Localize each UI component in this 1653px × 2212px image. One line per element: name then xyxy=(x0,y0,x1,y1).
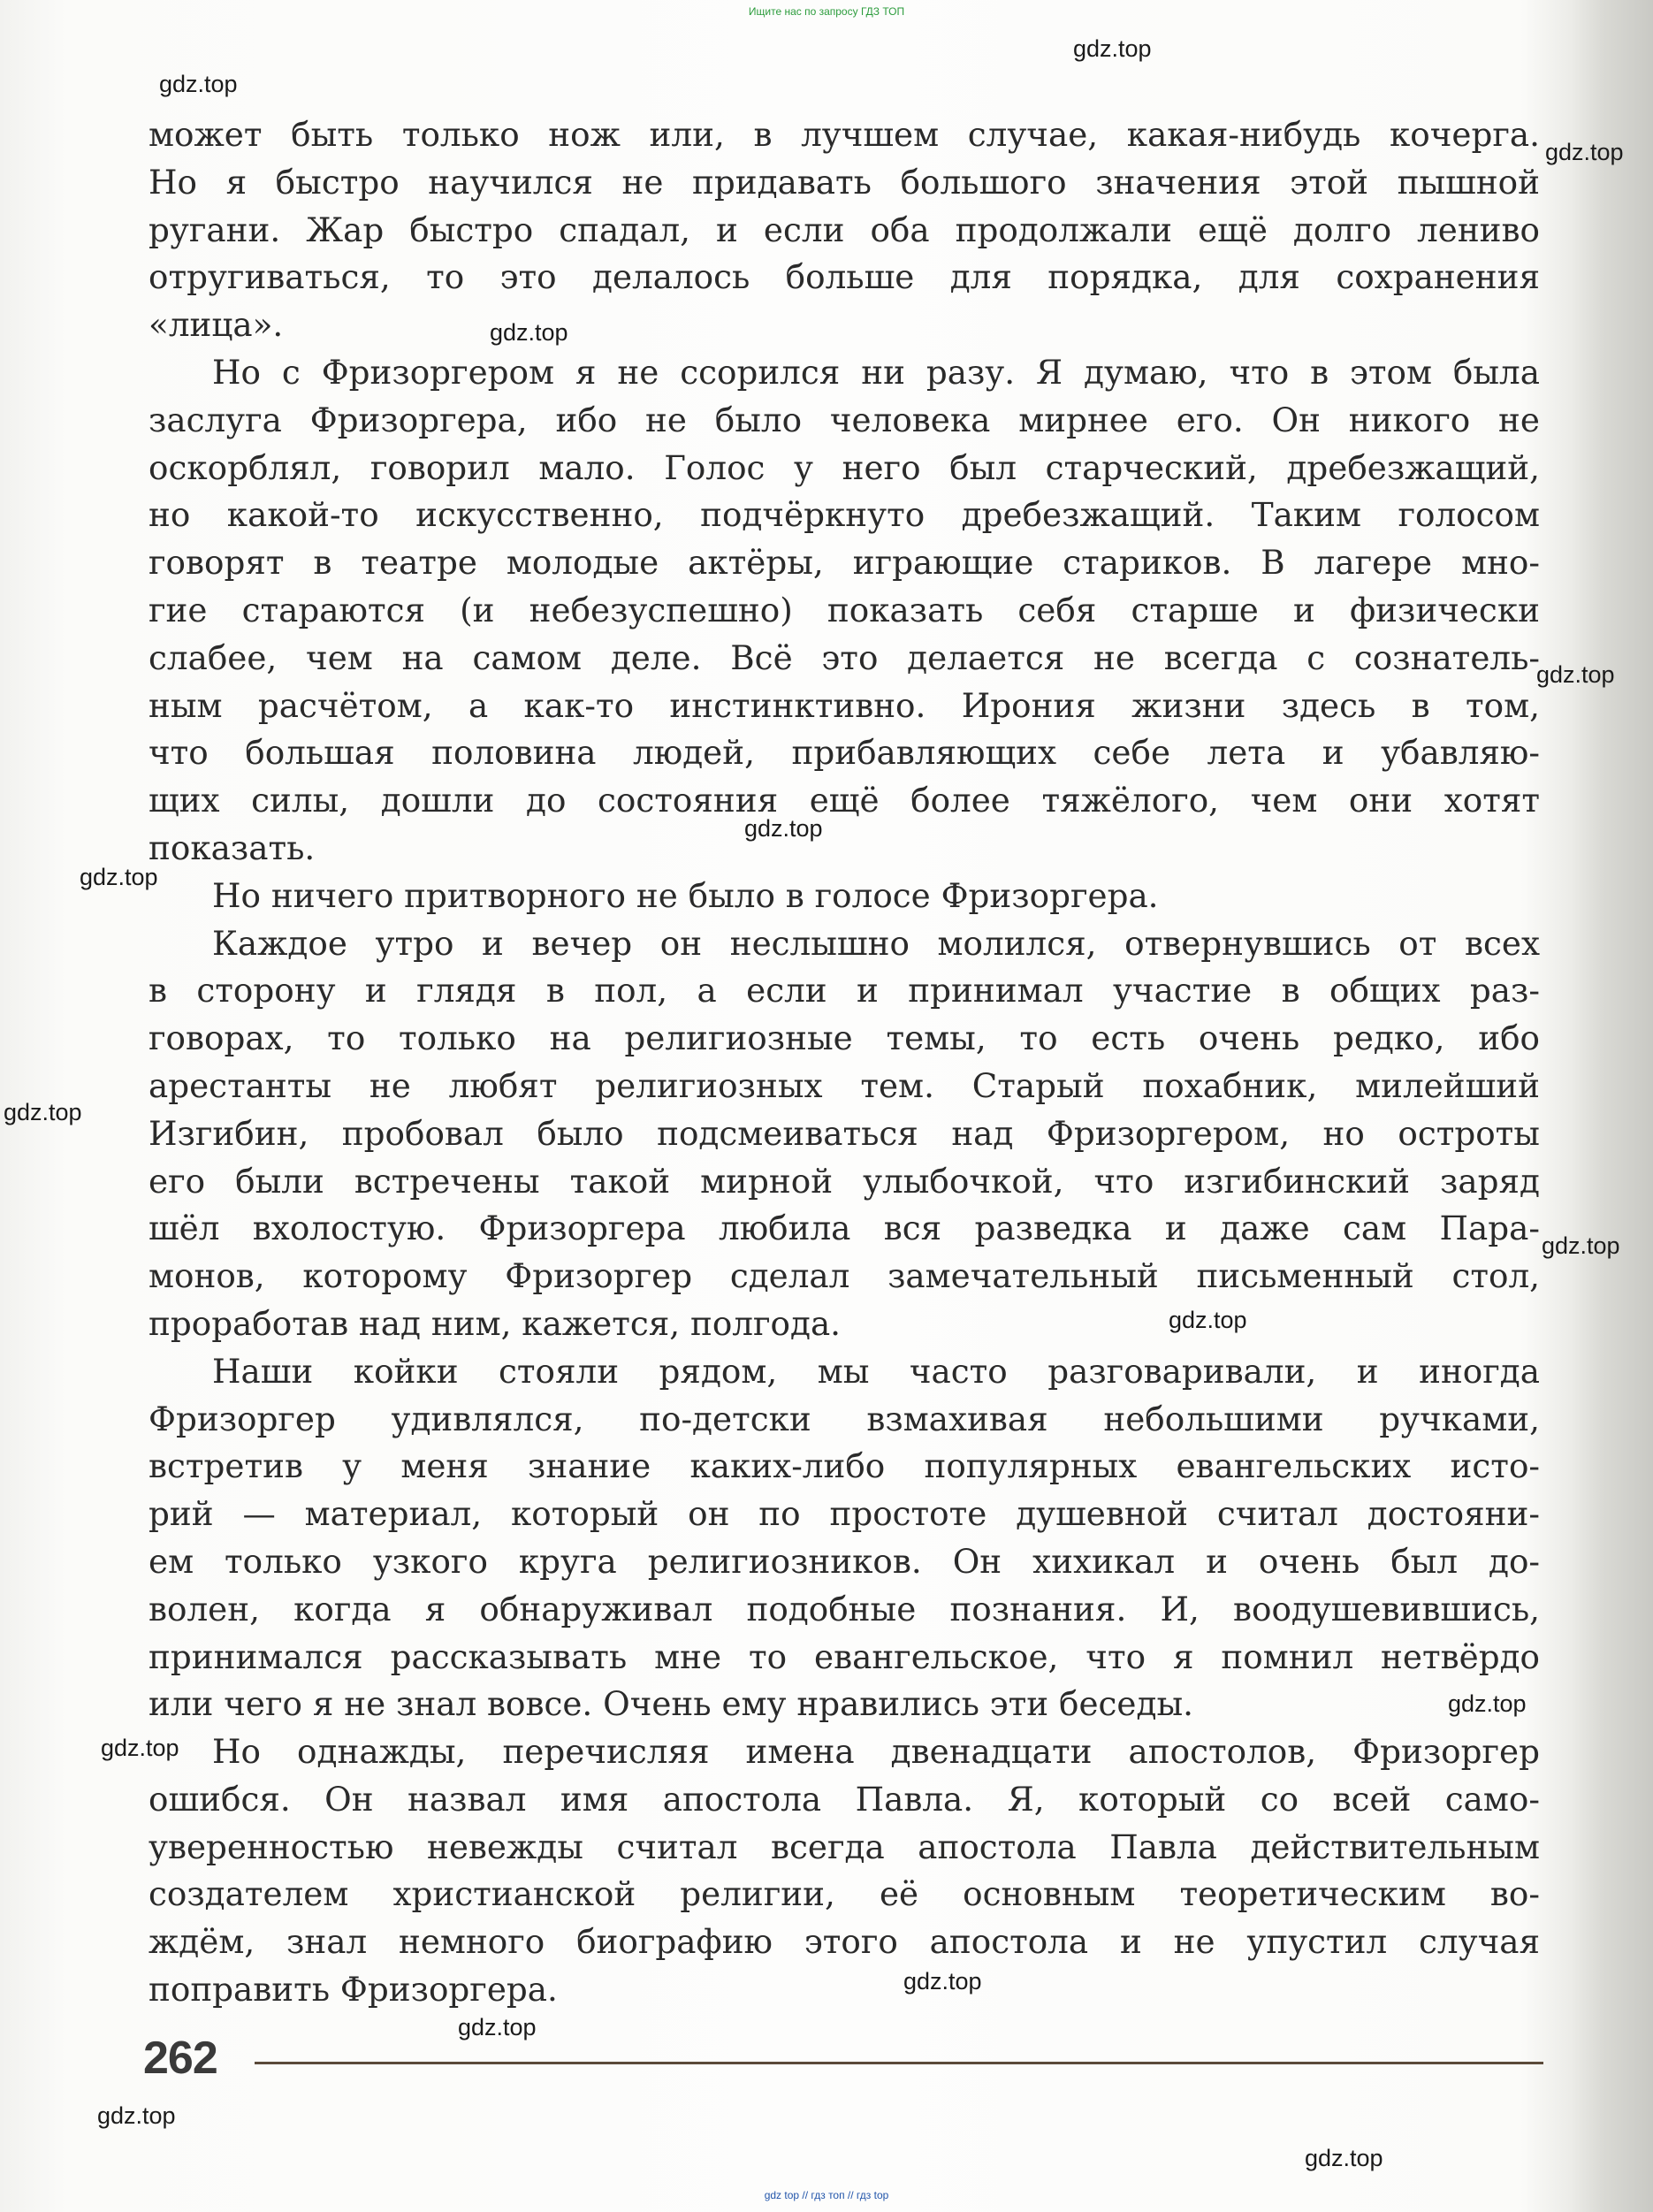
watermark: gdz.top xyxy=(80,864,158,890)
text-line: в сторону и глядя в пол, а если и принимал участие в общих раз- xyxy=(149,971,1540,1011)
text-line: оскорблял, говорил мало. Голос у него был старческий, дребезжащий, xyxy=(149,447,1540,487)
paragraph xyxy=(149,873,1540,920)
watermark: gdz.top xyxy=(458,2014,537,2040)
paragraph xyxy=(149,349,1540,873)
text-line: или чего я не знал вовсе. Очень ему нравились эти беседы. xyxy=(149,1684,1193,1724)
text-line: заслуга Фризоргера, ибо не было человека мирнее его. Он никого не xyxy=(149,400,1540,439)
text-line: поправить Фризоргера. xyxy=(149,1970,558,2010)
text-line: ругани. Жар быстро спадал, и если оба продолжали ещё долго лениво xyxy=(149,210,1540,249)
text-line: арестанты не любят религиозных тем. Старый похабник, милейший xyxy=(149,1065,1540,1105)
text-line: волен, когда я обнаруживал подобные познания. И, воодушевившись, xyxy=(149,1589,1540,1628)
text-line: гие стараются (и небезуспешно) показать себя старше и физически xyxy=(149,590,1540,629)
watermark: gdz.top xyxy=(1073,35,1152,62)
text-line: Каждое утро и вечер он неслышно молился, отвернувшись от всех xyxy=(212,923,1540,963)
text-line: Наши койки стояли рядом, мы часто разговаривали, и иногда xyxy=(212,1351,1540,1391)
text-line: что большая половина людей, прибавляющих себе лета и убавляю- xyxy=(149,733,1540,773)
text-line: Но с Фризоргером я не ссорился ни разу. Я думаю, что в этом была xyxy=(212,352,1540,392)
text-line: но какой-то искусственно, подчёркнуто дребезжащий. Таким голосом xyxy=(149,495,1540,535)
text-line: Но я быстро научился не придавать большого значения этой пышной xyxy=(149,162,1540,202)
text-line: Но однажды, перечисляя имена двенадцати апостолов, Фризоргер xyxy=(212,1732,1540,1772)
watermark: gdz.top xyxy=(744,815,823,842)
watermark: gdz.top xyxy=(1169,1307,1247,1333)
paragraph xyxy=(149,1728,1540,2014)
text-line: может быть только нож или, в лучшем случае, какая-нибудь кочерга. xyxy=(149,115,1540,154)
text-line: «лица». xyxy=(149,305,284,345)
text-line: говорят в театре молодые актёры, играющие стариков. В лагере мно- xyxy=(149,543,1540,583)
text-line: ошибся. Он назвал имя апостола Павла. Я, который со всей само- xyxy=(149,1779,1540,1819)
paragraph xyxy=(149,920,1540,1348)
text-line: рий — материал, который он по простоте душевной считал достояни- xyxy=(149,1494,1540,1534)
paragraph xyxy=(149,1348,1540,1728)
text-line: ждём, знал немного биографию этого апостола и не упустил случая xyxy=(149,1922,1540,1962)
text-line: встретив у меня знание каких-либо популярных евангельских исто- xyxy=(149,1446,1540,1486)
text-line: принимался рассказывать мне то евангельское, что я помнил нетвёрдо xyxy=(149,1636,1540,1676)
text-line: Изгибин, пробовал было подсмеиваться над Фризоргером, но остроты xyxy=(149,1113,1540,1153)
page-number: 262 xyxy=(143,2033,217,2084)
watermark: gdz.top xyxy=(490,319,568,346)
paragraph xyxy=(149,111,1540,349)
watermark: gdz.top xyxy=(97,2102,176,2129)
text-line: говорах, то только на религиозные темы, то есть очень редко, ибо xyxy=(149,1018,1540,1058)
watermark: gdz.top xyxy=(159,71,238,97)
text-line: слабее, чем на самом деле. Всё это делается не всегда с сознатель- xyxy=(149,637,1540,677)
bottom-banner[interactable]: gdz top // гдз топ // гдз top xyxy=(764,2189,889,2201)
text-line: отругиваться, то это делалось больше для порядка, для сохранения xyxy=(149,257,1540,297)
watermark: gdz.top xyxy=(1305,2145,1383,2171)
text-line: проработав над ним, кажется, полгода. xyxy=(149,1303,842,1343)
text-line: монов, которому Фризоргер сделал замечательный письменный стол, xyxy=(149,1256,1540,1296)
watermark: gdz.top xyxy=(1542,1232,1620,1259)
body-text xyxy=(149,111,1540,2014)
watermark: gdz.top xyxy=(1545,139,1624,165)
text-line: Фризоргер удивлялся, по-детски взмахивая небольшими ручками, xyxy=(149,1399,1540,1438)
text-line: показать. xyxy=(149,828,316,867)
text-line: создателем христианской религии, её основным теоретическим во- xyxy=(149,1874,1540,1914)
top-banner[interactable]: Ищите нас по запросу ГДЗ ТОП xyxy=(748,5,905,18)
watermark: gdz.top xyxy=(1536,661,1615,688)
text-line: ем только узкого круга религиозников. Он хихикал и очень был до- xyxy=(149,1541,1540,1581)
footer-rule xyxy=(255,2062,1543,2064)
watermark: gdz.top xyxy=(4,1099,82,1125)
watermark: gdz.top xyxy=(1448,1690,1527,1717)
text-line: Но ничего притворного не было в голосе Фризоргера. xyxy=(212,875,1159,915)
text-line: его были встречены такой мирной улыбочкой, что изгибинский заряд xyxy=(149,1161,1540,1201)
text-line: ным расчётом, а как-то инстинктивно. Ирония жизни здесь в том, xyxy=(149,685,1540,725)
watermark: gdz.top xyxy=(101,1735,179,1761)
text-line: уверенностью невежды считал всегда апостола Павла действительным xyxy=(149,1827,1540,1866)
text-line: шёл вхолостую. Фризоргера любила вся разведка и даже сам Пара- xyxy=(149,1209,1540,1248)
watermark: gdz.top xyxy=(903,1968,982,1995)
text-line: щих силы, дошли до состояния ещё более тяжёлого, чем они хотят xyxy=(149,781,1540,820)
